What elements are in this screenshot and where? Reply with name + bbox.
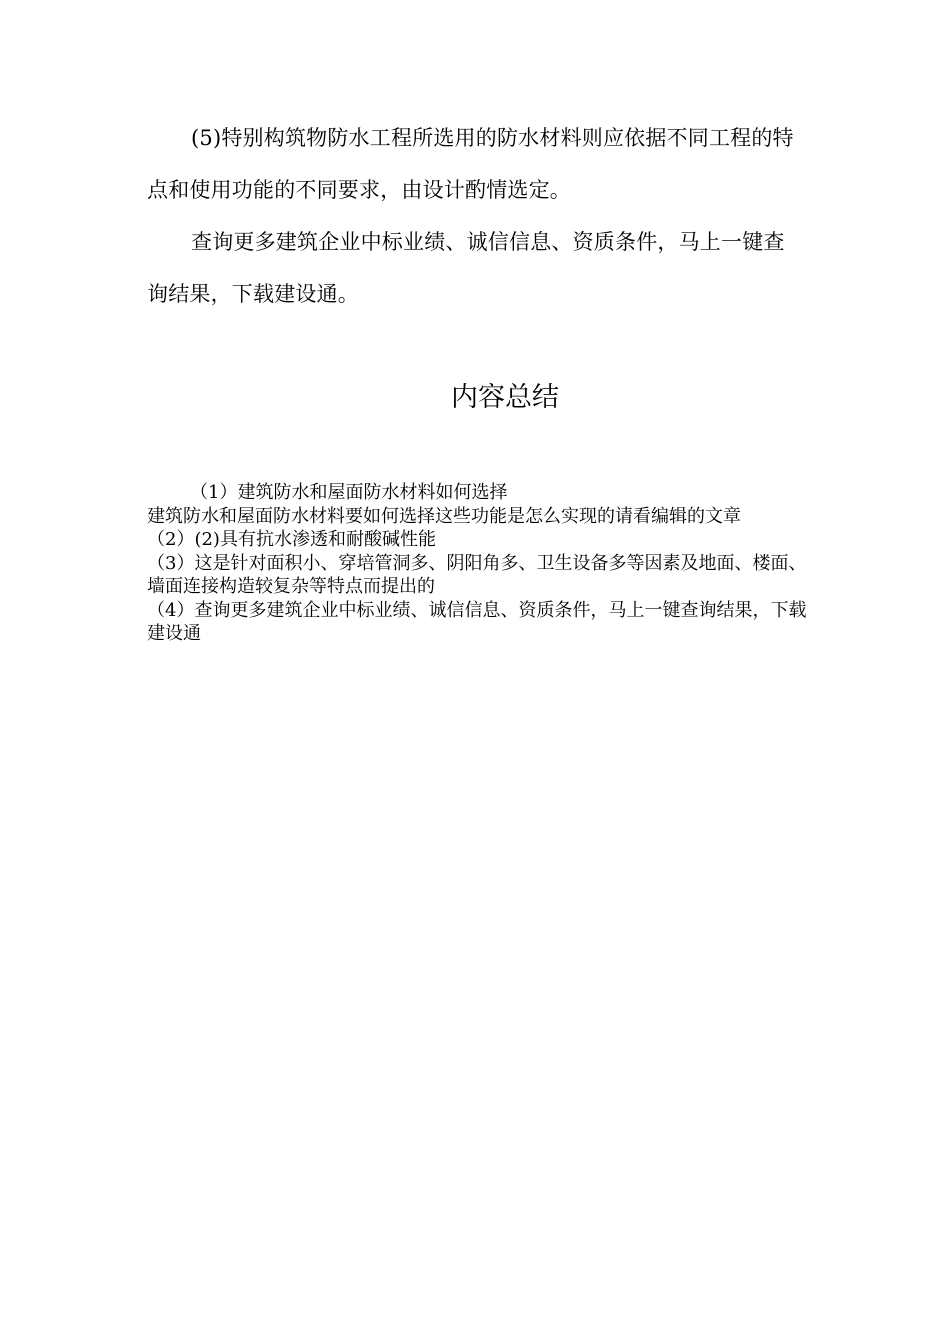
body-paragraph-special-structures: (5)特别构筑物防水工程所选用的防水材料则应依据不同工程的特点和使用功能的不同要求，由设计酌情选定。: [147, 126, 794, 202]
summary-item-2: （2）(2)具有抗水渗透和耐酸碱性能: [147, 529, 436, 550]
body-paragraph-query-promo: 查询更多建筑企业中标业绩、诚信信息、资质条件，马上一键查询结果，下载建设通。: [147, 230, 785, 306]
summary-item-3: （3）这是针对面积小、穿培管洞多、阴阳角多、卫生设备多等因素及地面、楼面、墙面连接构造较复杂等特点而提出的: [147, 552, 807, 597]
summary-item-1-detail: 建筑防水和屋面防水材料要如何选择这些功能是怎么实现的请看编辑的文章: [147, 505, 741, 527]
summary-list: [147, 481, 807, 646]
summary-item-4: （4）查询更多建筑企业中标业绩、诚信信息、资质条件，马上一键查询结果，下载建设通: [147, 599, 807, 644]
summary-item-1: （1）建筑防水和屋面防水材料如何选择: [190, 482, 508, 503]
summary-heading: 内容总结: [451, 382, 559, 413]
